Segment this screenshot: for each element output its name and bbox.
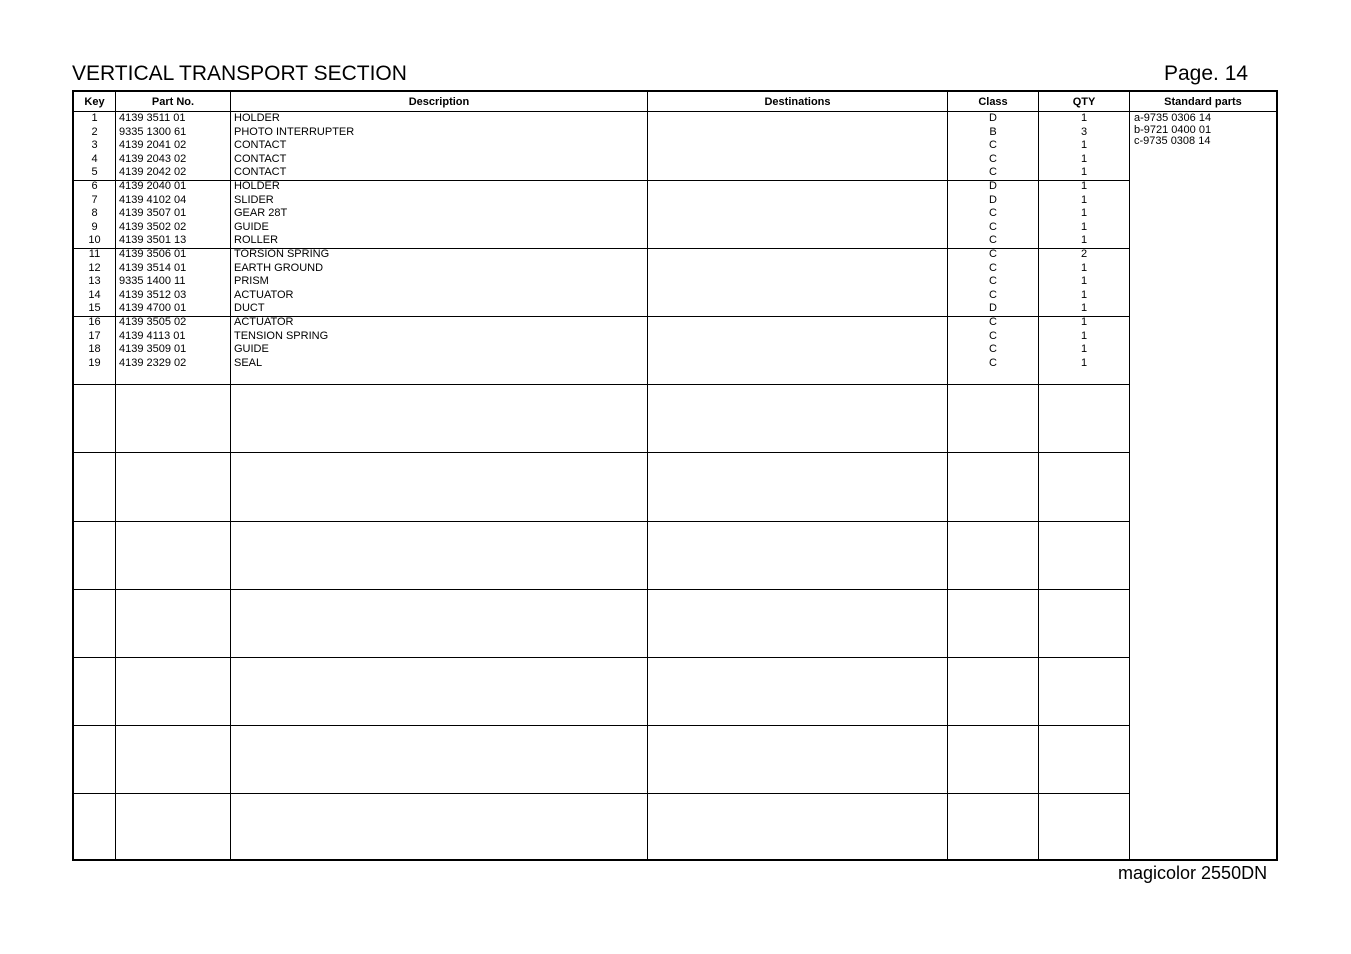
part-no-header: Part No. [116,92,230,112]
group-divider [74,725,1130,726]
class-cell: C [989,247,997,260]
group-divider [74,589,1130,590]
destinations-cell [648,234,947,248]
destinations-cell [648,343,947,357]
class-cell: C [989,152,997,165]
part-no-column [116,92,231,859]
destinations-cell [648,316,947,330]
description-cells [231,112,647,370]
key-cell: 10 [88,234,101,247]
part-no-cell: 4139 4102 04 [119,193,187,206]
description-header: Description [231,92,647,112]
part-no-cell: 4139 4700 01 [119,302,187,315]
description-cell: DUCT [234,302,265,315]
qty-cell: 1 [1080,288,1088,301]
qty-cell: 1 [1080,220,1088,233]
qty-cell: 1 [1080,356,1088,369]
part-no-cell: 4139 3501 13 [119,234,187,247]
description-cell: SLIDER [234,193,274,206]
destinations-cell [648,139,947,153]
group-divider [74,248,1130,249]
key-header: Key [74,92,115,112]
destinations-cell [648,180,947,194]
group-divider [74,452,1130,453]
class-cell: C [989,220,997,233]
destinations-header: Destinations [648,92,947,112]
class-cell: B [989,125,997,138]
class-cell: C [989,207,997,220]
class-cell: D [989,112,997,124]
class-cell: C [989,275,997,288]
group-divider [74,521,1130,522]
class-cells [948,112,1038,370]
key-cell: 6 [91,179,98,192]
qty-header: QTY [1039,92,1129,112]
standard-part-item: a-9735 0306 14 [1134,112,1212,124]
part-no-cell: 4139 2329 02 [119,356,187,369]
qty-cell: 1 [1080,302,1088,315]
key-cell: 3 [91,139,98,152]
class-cell: C [989,343,997,356]
qty-cell: 1 [1080,112,1088,124]
destinations-cell [648,330,947,344]
part-no-cell: 4139 3506 01 [119,247,187,260]
description-cell: SEAL [234,356,263,369]
key-column [74,92,116,859]
class-cell: C [989,234,997,247]
qty-cell: 1 [1080,329,1088,342]
class-header: Class [948,92,1038,112]
description-cell: TORSION SPRING [234,247,330,260]
description-column [231,92,648,859]
class-cell: C [989,315,997,328]
destinations-cell [648,302,947,316]
qty-column [1039,92,1130,859]
group-divider [74,793,1130,794]
destinations-column [648,92,948,859]
qty-cell: 1 [1080,166,1088,179]
part-no-cell: 4139 3511 01 [119,112,186,124]
qty-cells [1039,112,1129,370]
destinations-cell [648,112,947,126]
part-no-cell: 4139 3507 01 [119,207,187,220]
qty-cell: 1 [1080,152,1088,165]
qty-cell: 1 [1080,261,1088,274]
key-cell: 11 [88,247,101,260]
class-cell: D [989,302,997,315]
description-cell: HOLDER [234,179,280,192]
class-cell: C [989,261,997,274]
qty-cell: 1 [1080,343,1088,356]
part-no-cell: 4139 2042 02 [119,166,187,179]
key-cell: 5 [91,166,98,179]
group-divider [74,180,1130,181]
description-cell: PHOTO INTERRUPTER [234,125,355,138]
standard-parts-column [1130,92,1276,859]
destinations-cell [648,275,947,289]
key-cell: 4 [91,152,98,165]
class-cell: C [989,329,997,342]
qty-cell: 1 [1080,139,1088,152]
parts-table [72,90,1278,861]
part-no-cell: 4139 3514 01 [119,261,187,274]
destinations-cell [648,207,947,221]
standard-parts-list [1130,112,1276,148]
qty-cell: 3 [1080,125,1088,138]
class-cell: D [989,179,997,192]
part-no-cells [116,112,230,370]
key-cell: 19 [88,356,101,369]
destinations-cell [648,248,947,262]
key-cell: 17 [88,329,101,342]
standard-part-item: c-9735 0308 14 [1134,135,1211,148]
destinations-cells [648,112,947,370]
standard-part-item: b-9721 0400 01 [1134,123,1212,136]
class-cell: C [989,166,997,179]
qty-cell: 1 [1080,315,1088,328]
standard-parts-header: Standard parts [1130,92,1276,112]
destinations-cell [648,289,947,303]
destinations-cell [648,166,947,180]
key-cells [74,112,115,370]
description-cell: ACTUATOR [234,288,294,301]
class-column [948,92,1039,859]
page-number: Page. 14 [1164,62,1249,85]
key-cell: 7 [91,193,98,206]
key-cell: 12 [88,261,101,274]
key-cell: 1 [91,112,98,124]
destinations-cell [648,194,947,208]
description-cell: GUIDE [234,343,269,356]
key-cell: 8 [91,207,98,220]
qty-cell: 1 [1080,179,1088,192]
description-cell: GEAR 28T [234,207,288,220]
part-no-cell: 4139 3512 03 [119,288,187,301]
class-cell: C [989,139,997,152]
group-divider [74,384,1130,385]
description-cell: HOLDER [234,112,280,124]
part-no-cell: 4139 2041 02 [119,139,187,152]
description-cell: GUIDE [234,220,269,233]
description-cell: PRISM [234,275,269,288]
key-cell: 13 [88,275,101,288]
key-cell: 16 [88,315,101,328]
class-cell: C [989,356,997,369]
destinations-cell [648,153,947,167]
destinations-cell [648,126,947,140]
description-cell: CONTACT [234,166,287,179]
part-no-cell: 4139 3509 01 [119,343,187,356]
qty-cell: 1 [1080,234,1088,247]
destinations-cell [648,262,947,276]
part-no-cell: 4139 2040 01 [119,179,187,192]
description-cell: CONTACT [234,139,287,152]
class-cell: C [989,288,997,301]
description-cell: ROLLER [234,234,279,247]
description-cell: ACTUATOR [234,315,294,328]
class-cell: D [989,193,997,206]
part-no-cell: 4139 4113 01 [119,329,186,342]
qty-cell: 2 [1080,247,1088,260]
key-cell: 18 [88,343,101,356]
page-title: VERTICAL TRANSPORT SECTION [72,62,407,85]
key-cell: 2 [91,125,98,138]
destinations-cell [648,357,947,371]
key-cell: 9 [91,220,98,233]
group-divider [74,657,1130,658]
description-cell: TENSION SPRING [234,329,329,342]
qty-cell: 1 [1080,275,1088,288]
qty-cell: 1 [1080,207,1088,220]
qty-cell: 1 [1080,193,1088,206]
model-name: magicolor 2550DN [1118,863,1268,883]
part-no-cell: 4139 3502 02 [119,220,187,233]
description-cell: EARTH GROUND [234,261,324,274]
part-no-cell: 4139 2043 02 [119,152,187,165]
key-cell: 14 [88,288,101,301]
destinations-cell [648,221,947,235]
group-divider [74,316,1130,317]
part-no-cell: 9335 1300 61 [119,125,187,138]
part-no-cell: 4139 3505 02 [119,315,187,328]
description-cell: CONTACT [234,152,287,165]
key-cell: 15 [88,302,101,315]
part-no-cell: 9335 1400 11 [119,275,186,288]
